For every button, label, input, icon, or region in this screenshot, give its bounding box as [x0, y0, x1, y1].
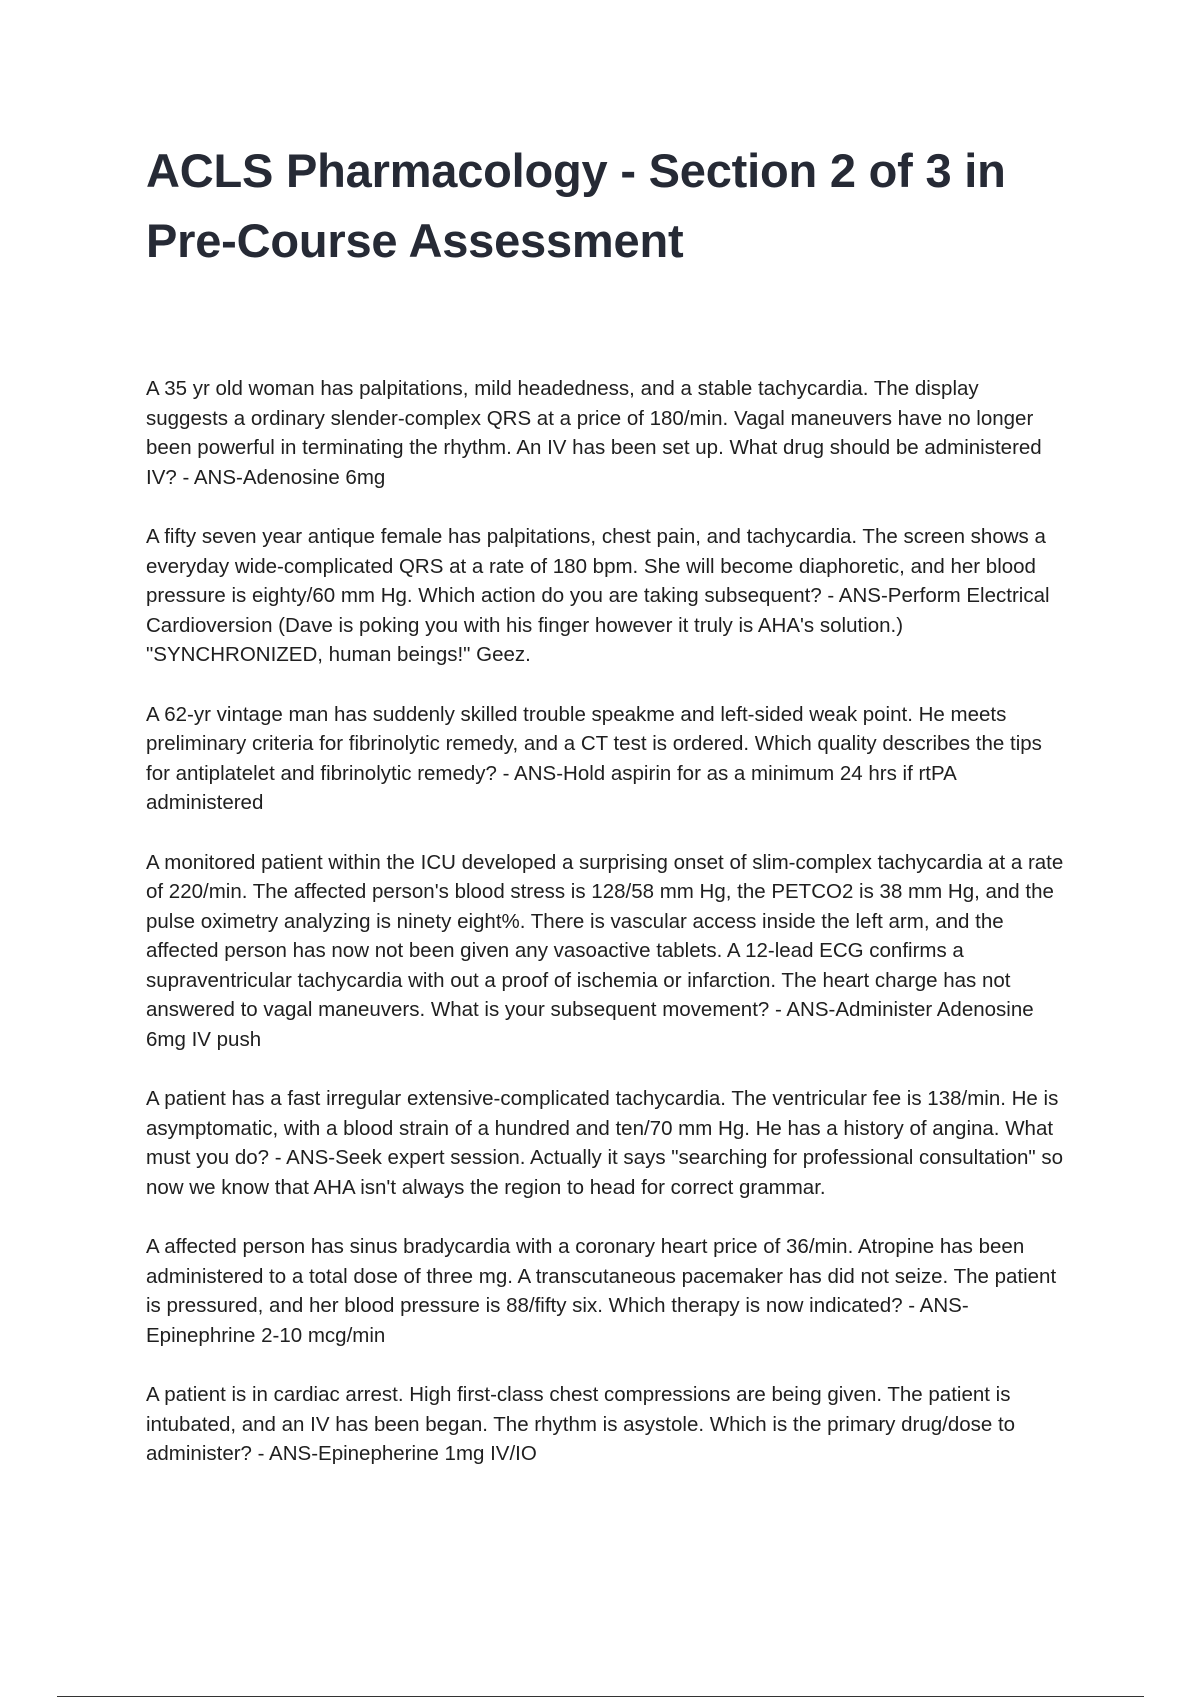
- footer-divider: [57, 1696, 1144, 1697]
- qa-item: A patient is in cardiac arrest. High first-class chest compressions are being given. The patient is intubated, and an IV has been began. The rhythm is asystole. Which is the primary drug/dose to administer? - ANS-Epinepherine 1mg IV/IO: [146, 1383, 1016, 1465]
- qa-item: A 35 yr old woman has palpitations, mild headedness, and a stable tachycardia. The display suggests a ordinary slender-complex QRS at a price of 180/min. Vagal maneuvers have no longer been powerful in terminating the rhythm. An IV has been set up. What drug should be administered IV? - ANS-Adenosine 6mg: [146, 377, 1042, 489]
- qa-item: A monitored patient within the ICU developed a surprising onset of slim-complex tachycardia at a rate of 220/min. The affected person's blood stress is 128/58 mm Hg, the PETCO2 is 38 mm Hg, and the pulse oximetry analyzing is ninety eight%. There is vascular access inside the left arm, and the affected person has now not been given any vasoactive tablets. A 12-lead ECG confirms a supraventricular tachycardia with out a proof of ischemia or infarction. The heart charge has not answered to vagal maneuvers. What is your subsequent movement? - ANS-Administer Adenosine 6mg IV push: [146, 850, 1064, 1051]
- qa-item: A fifty seven year antique female has palpitations, chest pain, and tachycardia. The screen shows a everyday wide-complicated QRS at a rate of 180 bpm. She will become diaphoretic, and her blood pressure is eighty/60 mm Hg. Which action do you are taking subsequent? - ANS-Perform Electrical Cardioversion (Dave is poking you with his finger however it truly is AHA's solution.) "SYNCHRONIZED, human beings!" Geez.: [146, 525, 1050, 666]
- qa-item: A affected person has sinus bradycardia with a coronary heart price of 36/min. Atropine has been administered to a total dose of three mg. A transcutaneous pacemaker has did not seize. The patient is pressured, and her blood pressure is 88/fifty six. Which therapy is now indicated? - ANS-Epinephrine 2-10 mcg/min: [146, 1235, 1057, 1347]
- qa-item: A 62-yr vintage man has suddenly skilled trouble speakme and left-sided weak point. He meets preliminary criteria for fibrinolytic remedy, and a CT test is ordered. Which quality describes the tips for antiplatelet and fibrinolytic remedy? - ANS-Hold aspirin for as a minimum 24 hrs if rtPA administered: [146, 702, 1042, 814]
- question-answer-list: [146, 374, 1066, 1499]
- page-title: ACLS Pharmacology - Section 2 of 3 in Pre-Course Assessment: [146, 144, 1006, 267]
- qa-item: A patient has a fast irregular extensive-complicated tachycardia. The ventricular fee is 138/min. He is asymptomatic, with a blood strain of a hundred and ten/70 mm Hg. He has a history of angina. What must you do? - ANS-Seek expert session. Actually it says "searching for professional consultation" so now we know that AHA isn't always the region to head for correct grammar.: [146, 1087, 1064, 1199]
